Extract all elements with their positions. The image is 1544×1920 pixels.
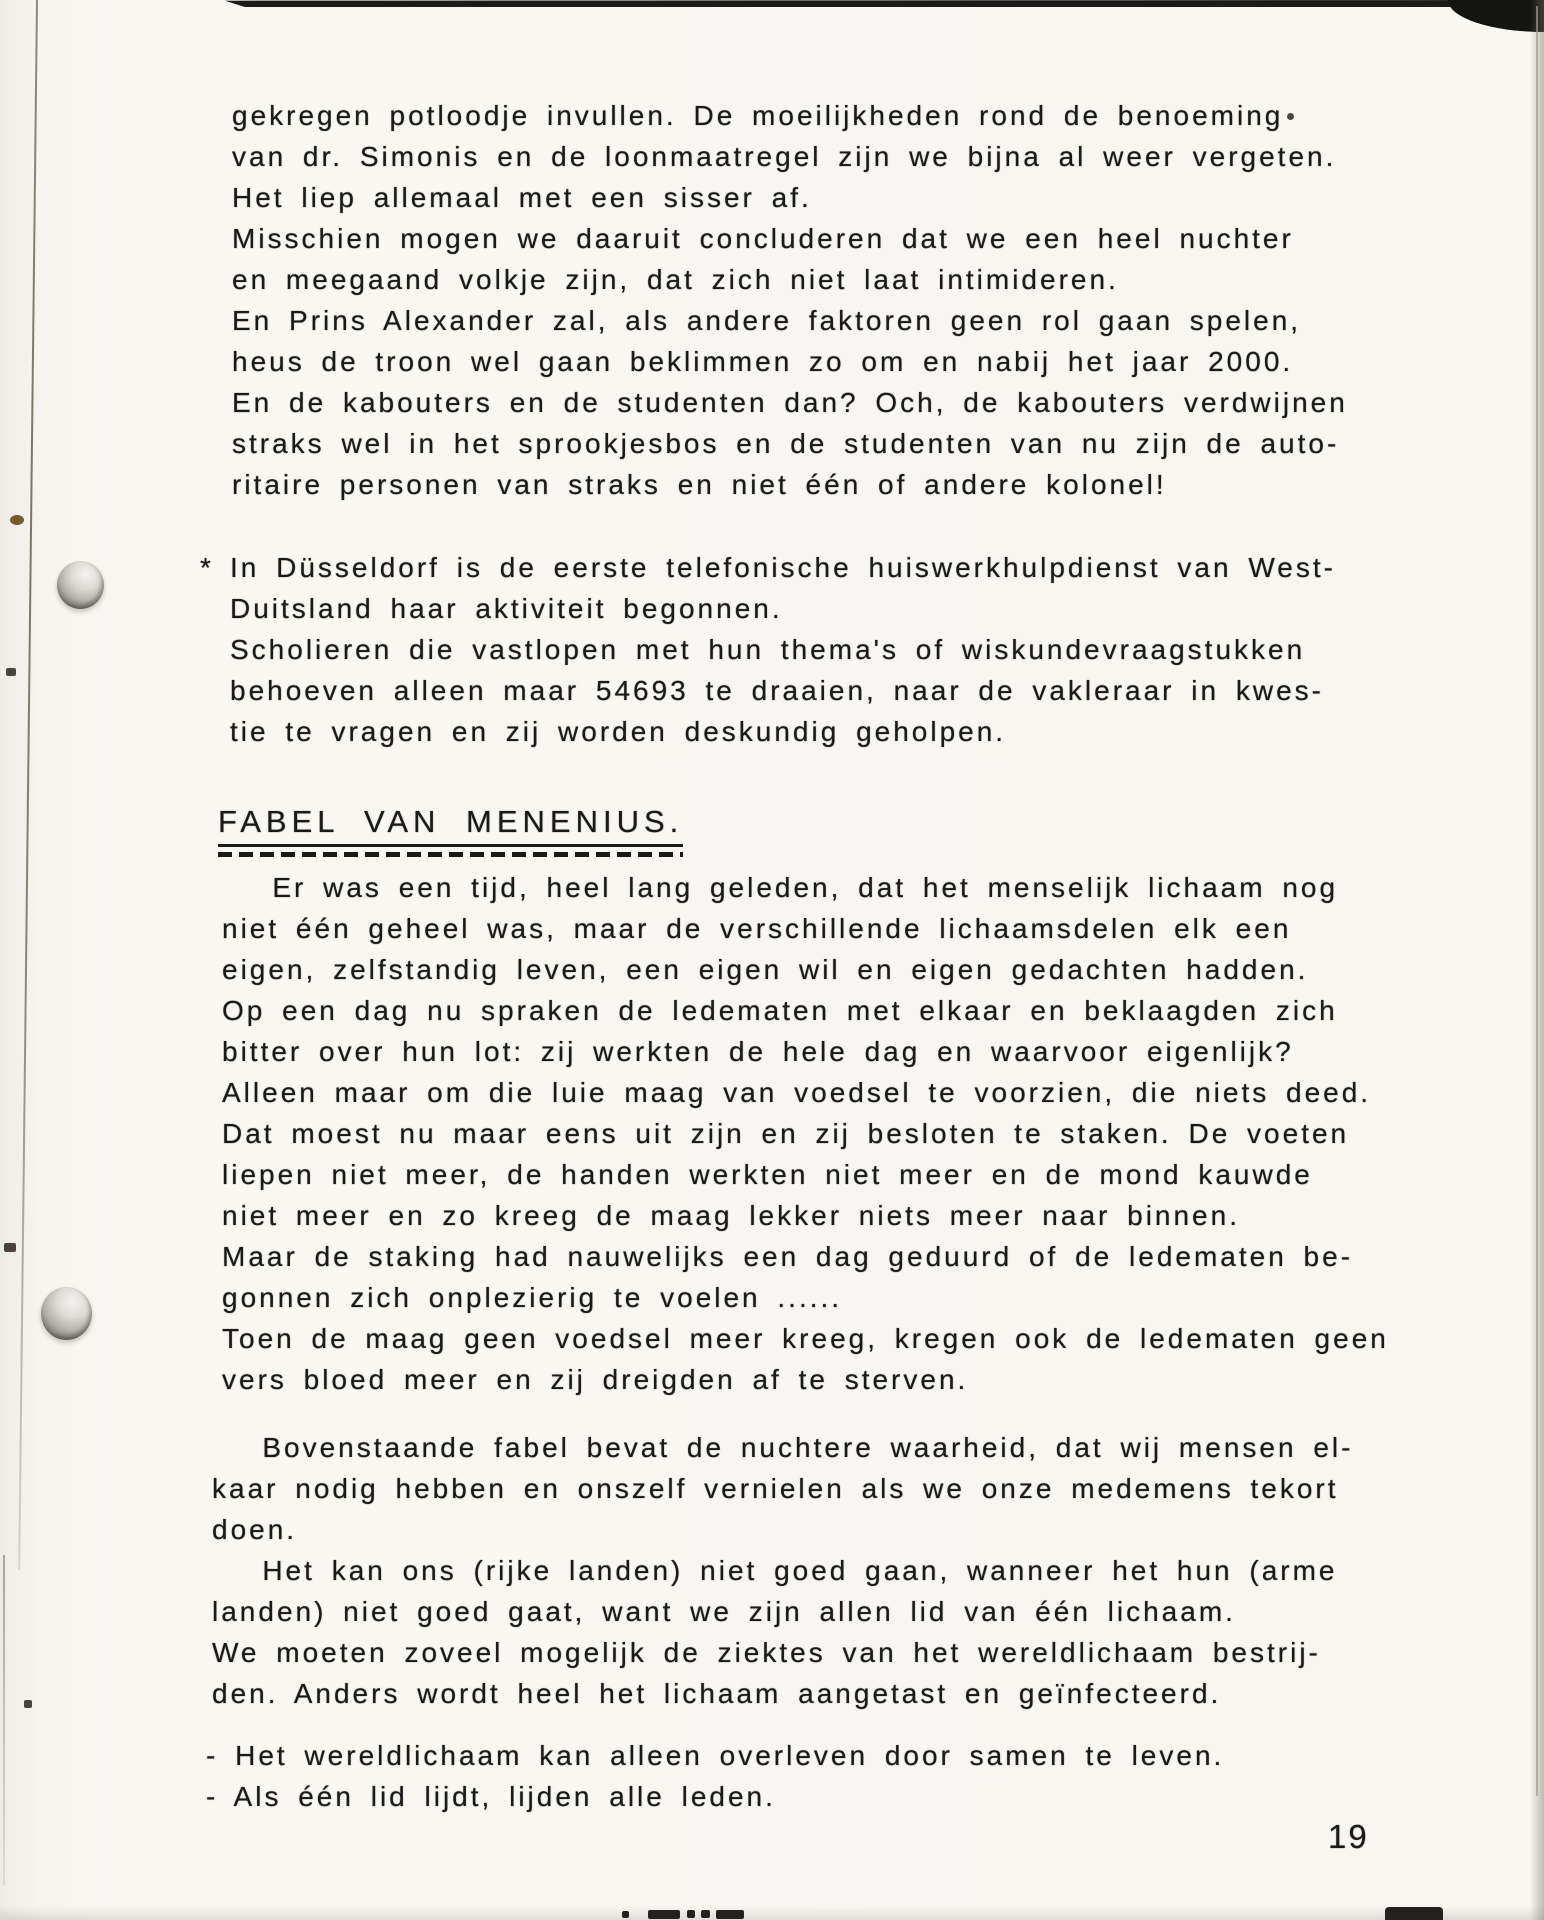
bottom-smudge	[716, 1910, 744, 1919]
text-line: - Als één lid lijdt, lijden alle leden.	[206, 1781, 776, 1812]
bullet-lines	[230, 547, 1336, 752]
text-line: We moeten zoveel mogelijk de ziektes van het wereldlichaam bestrij-	[212, 1637, 1321, 1668]
text-line: Dat moest nu maar eens uit zijn en zij besloten te staken. De voeten	[222, 1118, 1350, 1149]
text-line: Op een dag nu spraken de ledematen met elkaar en beklaagden zich	[222, 995, 1338, 1026]
text-line: Het liep allemaal met een sisser af.	[232, 182, 812, 213]
heading-underline-group	[218, 802, 683, 857]
section-heading-fabel	[218, 802, 683, 857]
paragraph-fable	[222, 867, 1389, 1400]
bullet-asterisk-marker: *	[200, 552, 214, 583]
scan-top-edge	[225, 0, 1544, 7]
paper-speck	[10, 515, 24, 525]
binding-rivet-bottom	[41, 1287, 92, 1340]
text-line: landen) niet goed gaat, want we zijn allen lid van één lichaam.	[212, 1596, 1236, 1627]
page-number: 19	[1328, 1818, 1369, 1855]
bottom-smudge	[701, 1910, 710, 1918]
text-line: heus de troon wel gaan beklimmen zo om en nabij het jaar 2000.	[232, 346, 1294, 377]
paragraph-intro	[232, 95, 1348, 505]
text-line: Toen de maag geen voedsel meer kreeg, kregen ook de ledematen geen	[222, 1323, 1389, 1354]
binding-fold-line-lower	[3, 1555, 5, 1885]
text-line: en meegaand volkje zijn, dat zich niet laat intimideren.	[232, 264, 1119, 295]
text-line: Er was een tijd, heel lang geleden, dat het menselijk lichaam nog	[222, 872, 1339, 903]
text-line: behoeven alleen maar 54693 te draaien, naar de vakleraar in kwes-	[230, 675, 1324, 706]
text-line: straks wel in het sprookjesbos en de studenten van nu zijn de auto-	[232, 428, 1340, 459]
text-line: Alleen maar om die luie maag van voedsel te voorzien, die niets deed.	[222, 1077, 1372, 1108]
bottom-smudge	[622, 1911, 629, 1918]
text-line: liepen niet meer, de handen werkten niet meer en de mond kauwde	[222, 1159, 1313, 1190]
text-line: kaar nodig hebben en onszelf vernielen als we onze medemens tekort	[212, 1473, 1339, 1504]
paper-speck	[6, 668, 16, 676]
paper-speck	[24, 1700, 32, 1708]
paper-speck	[4, 1243, 16, 1252]
text-line: En de kabouters en de studenten dan? Och, de kabouters verdwijnen	[232, 387, 1348, 418]
text-line: - Het wereldlichaam kan alleen overleven door samen te leven.	[206, 1740, 1225, 1771]
text-line: gekregen potloodje invullen. De moeilijkheden rond de benoeming	[232, 100, 1284, 131]
text-line: gonnen zich onplezierig te voelen ......	[222, 1282, 843, 1313]
bottom-edge-shading	[0, 1906, 1544, 1920]
text-line: tie te vragen en zij worden deskundig geholpen.	[230, 716, 1007, 747]
text-line: Scholieren die vastlopen met hun thema's of wiskundevraagstukken	[230, 634, 1306, 665]
binding-rivet-top	[57, 561, 104, 609]
text-line: van dr. Simonis en de loonmaatregel zijn we bijna al weer vergeten.	[232, 141, 1337, 172]
text-line: Het kan ons (rijke landen) niet goed gaan, wanneer het hun (arme	[212, 1555, 1338, 1586]
text-line: In Düsseldorf is de eerste telefonische huiswerkhulpdienst van West-	[230, 552, 1336, 583]
list-conclusions	[206, 1735, 1224, 1817]
text-line: ritaire personen van straks en niet één of andere kolonel!	[232, 469, 1167, 500]
page-right-edge-line	[1536, 6, 1538, 1796]
text-line: Duitsland haar aktiviteit begonnen.	[230, 593, 783, 624]
text-line: Maar de staking had nauwelijks een dag geduurd of de ledematen be-	[222, 1241, 1354, 1272]
text-line: Bovenstaande fabel bevat de nuchtere waarheid, dat wij mensen el-	[212, 1432, 1354, 1463]
binding-fold-line	[18, 0, 38, 1570]
bottom-smudge	[687, 1910, 695, 1918]
heading-dashed-underline	[218, 852, 683, 857]
text-line: Misschien mogen we daaruit concluderen dat we een heel nuchter	[232, 223, 1294, 254]
text-line: vers bloed meer en zij dreigden af te sterven.	[222, 1364, 969, 1395]
text-line: En Prins Alexander zal, als andere faktoren geen rol gaan spelen,	[232, 305, 1302, 336]
text-line: bitter over hun lot: zij werkten de hele dag en waarvoor eigenlijk?	[222, 1036, 1294, 1067]
text-line: niet meer en zo kreeg de maag lekker niets meer naar binnen.	[222, 1200, 1240, 1231]
heading-text: FABEL VAN MENENIUS.	[218, 805, 683, 847]
text-line: doen.	[212, 1514, 298, 1545]
bottom-smudge	[648, 1910, 680, 1919]
paragraph-moral	[212, 1427, 1353, 1714]
text-line: niet één geheel was, maar de verschillende lichaamsdelen elk een	[222, 913, 1292, 944]
bottom-right-ink-mark	[1385, 1907, 1443, 1920]
bullet-item-dusseldorf	[200, 547, 1336, 752]
text-line: den. Anders wordt heel het lichaam aangetast en geïnfecteerd.	[212, 1678, 1222, 1709]
text-line: eigen, zelfstandig leven, een eigen wil en eigen gedachten hadden.	[222, 954, 1309, 985]
